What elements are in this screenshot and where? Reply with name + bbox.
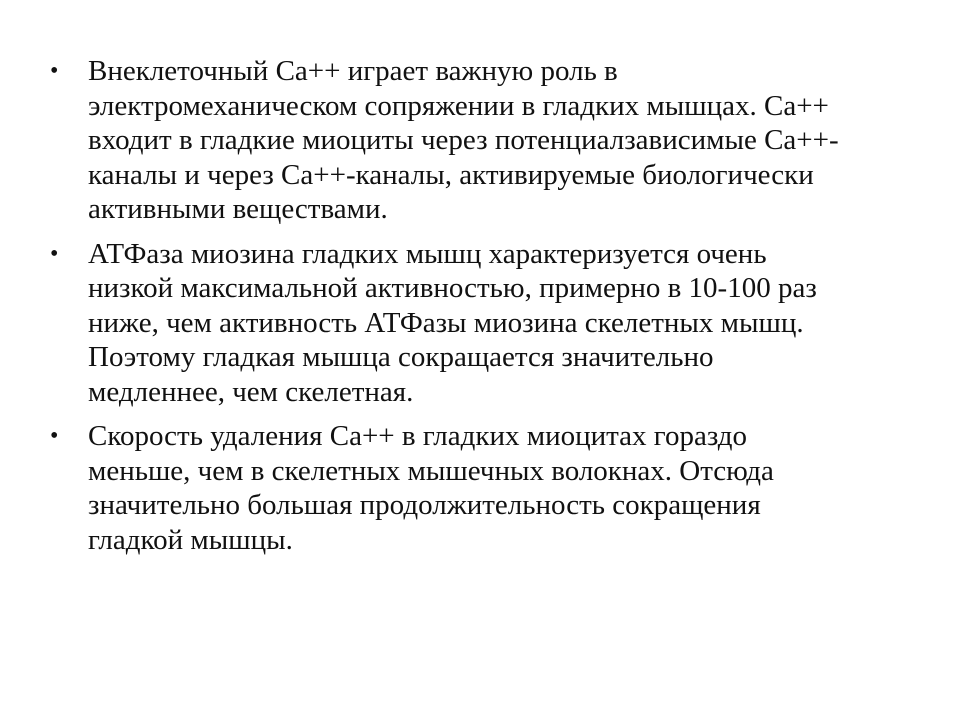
text-line: каналы и через Са++-каналы, активируемые биологически: [88, 158, 814, 191]
text-line: низкой максимальной активностью, примерно в 10-100 раз: [88, 272, 817, 304]
bullet-list: [50, 54, 930, 567]
text-line: гладкой мышцы.: [88, 523, 293, 556]
bullet-item-3: [50, 419, 930, 557]
text-line: меньше, чем в скелетных мышечных волокнах. Отсюда: [88, 454, 774, 487]
text-line: АТФаза миозина гладких мышц характеризуется очень: [88, 237, 767, 270]
text-line: Скорость удаления Са++ в гладких миоцитах гораздо: [88, 420, 748, 452]
text-line: Поэтому гладкая мышца сокращается значительно: [88, 341, 714, 373]
text-line: медленнее, чем скелетная.: [88, 375, 414, 408]
bullet-dot-icon: •: [50, 423, 59, 449]
text-line: активными веществами.: [88, 193, 388, 225]
text-line: значительно большая продолжительность сокращения: [88, 489, 761, 521]
bullet-item-1: [50, 54, 930, 227]
text-line: входит в гладкие миоциты через потенциалзависимые Са++-: [88, 124, 839, 156]
text-line: Внеклеточный Са++ играет важную роль в: [88, 55, 618, 87]
bullet-text-1: [88, 54, 930, 227]
bullet-dot-icon: •: [50, 58, 59, 84]
bullet-text-3: [88, 419, 930, 557]
bullet-dot-icon: •: [50, 240, 59, 267]
bullet-item-2: [50, 237, 930, 410]
text-line: электромеханическом сопряжении в гладких мышцах. Са++: [88, 89, 829, 122]
text-line: ниже, чем активность АТФазы миозина скелетных мышц.: [88, 306, 804, 339]
bullet-text-2: [88, 237, 930, 410]
